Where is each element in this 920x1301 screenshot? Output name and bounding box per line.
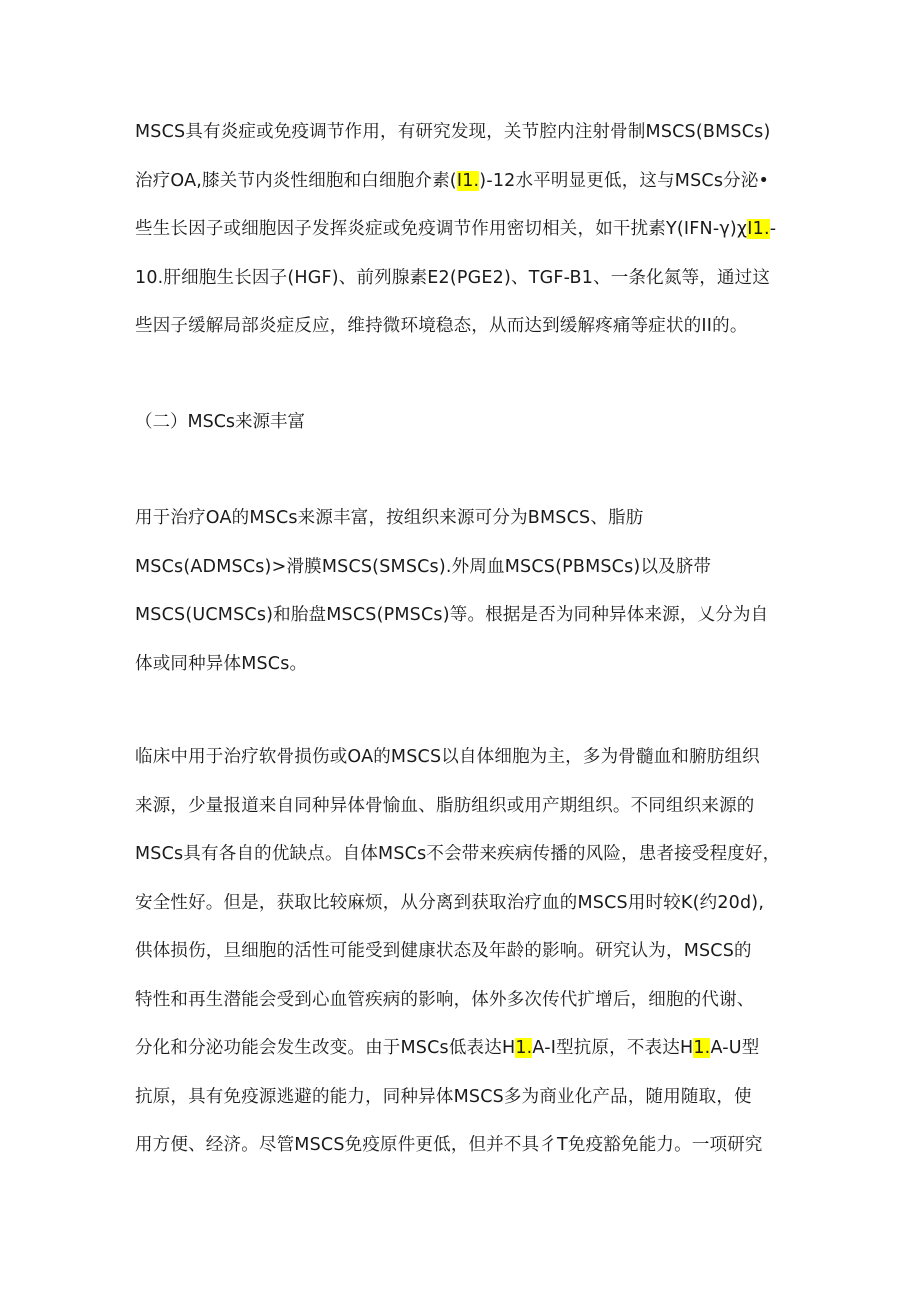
text-run: 供体损伤，旦细胞的活性可能受到健康状态及年龄的影响。研究认为，MSCS的 (135, 941, 752, 961)
text-run: 来源，少量报道来自同种异体骨愉血、脂肪组织或用产期组织。不同组织来源的 (135, 795, 755, 816)
text-line (135, 640, 795, 689)
text-line (135, 733, 795, 782)
text-line (135, 254, 795, 303)
text-run: - (769, 219, 777, 239)
text-line (135, 543, 795, 592)
text-line (135, 830, 795, 879)
text-run: 分化和分泌功能会发生改变。由于MSCs低表达H (135, 1038, 516, 1058)
text-run: MSCS具有炎症或免疫调节作用，有研究发现，关节腔内注射骨制MSCS(BMSCs) (135, 122, 771, 142)
text-run: MSCs具有各自的优缺点。自体MSCs不会带来疾病传播的风险，患者接受程度好， (135, 844, 781, 864)
text-run: )-12水平明显更低，这与MSCs分泌• (479, 170, 770, 191)
text-line (135, 108, 795, 157)
text-run: 用于治疗OA的MSCs来源丰富，按组织来源可分为BMSCS、脂肪 (135, 508, 644, 528)
paragraph-sources (135, 494, 795, 688)
text-line (135, 1024, 795, 1073)
text-run: 临床中用于治疗软骨损伤或OA的MSCS以自体细胞为主，多为骨髓血和腑肪组织 (135, 747, 760, 767)
text-run: 些因子缓解局部炎症反应，维持微环境稳态，从而达到缓解疼痛等症状的II的。 (135, 316, 748, 336)
text-run: 治疗OA,膝关节内炎性细胞和白细胞介素( (135, 170, 457, 191)
text-run: 安全性好。但是，获取比较麻烦，从分离到获取治疗血的MSCS用时较K(约20d), (135, 892, 765, 913)
highlighted-text: 1. (693, 1038, 711, 1058)
text-line (135, 205, 795, 254)
highlighted-text: I1. (747, 219, 770, 239)
text-run: A-I型抗原，不表达H (532, 1038, 694, 1058)
text-run: 10.肝细胞生长因子(HGF)、前列腺素E2(PGE2)、TGF-B1、一条化氮等，通过这 (135, 267, 771, 288)
text-run: 些生长因子或细胞因子发挥炎症或免疫调节作用密切相关，如干扰素Y(IFN-γ)χ (135, 219, 748, 239)
text-run: MSCs(ADMSCs)>滑膜MSCS(SMSCs).外周血MSCS(PBMSCs)以及脐带 (135, 556, 712, 577)
paragraph-clinical-use (135, 733, 795, 1170)
highlighted-text: 1. (515, 1038, 533, 1058)
paragraph-immunomodulation (135, 108, 795, 351)
text-line (135, 157, 795, 206)
highlighted-text: I1. (456, 170, 480, 191)
text-line (135, 879, 795, 928)
section-heading: （二）MSCs来源丰富 (135, 412, 306, 432)
text-line (135, 302, 795, 351)
text-line (135, 927, 795, 976)
text-run: MSCS(UCMSCs)和胎盘MSCS(PMSCs)等。根据是否为同种异体来源，乂分为自 (135, 605, 769, 625)
text-line (135, 591, 795, 640)
text-run: 体或同种异体MSCs。 (135, 653, 308, 674)
text-line (135, 976, 795, 1025)
text-line (135, 782, 795, 831)
text-line (135, 494, 795, 543)
text-run: 用方便、经济。尽管MSCS免疫原件更低，但并不具彳T免疫豁免能力。一项研究 (135, 1135, 763, 1155)
text-run: 抗原，具有免疫源逃避的能力，同种异体MSCS多为商业化产品，随用随取，使 (135, 1086, 752, 1107)
text-run: A-U型 (710, 1038, 760, 1058)
text-line (135, 1073, 795, 1122)
text-run: 特性和再生潜能会受到心血管疾病的影响，体外多次传代扩增后，细胞的代谢、 (135, 989, 755, 1010)
text-line (135, 1121, 795, 1170)
